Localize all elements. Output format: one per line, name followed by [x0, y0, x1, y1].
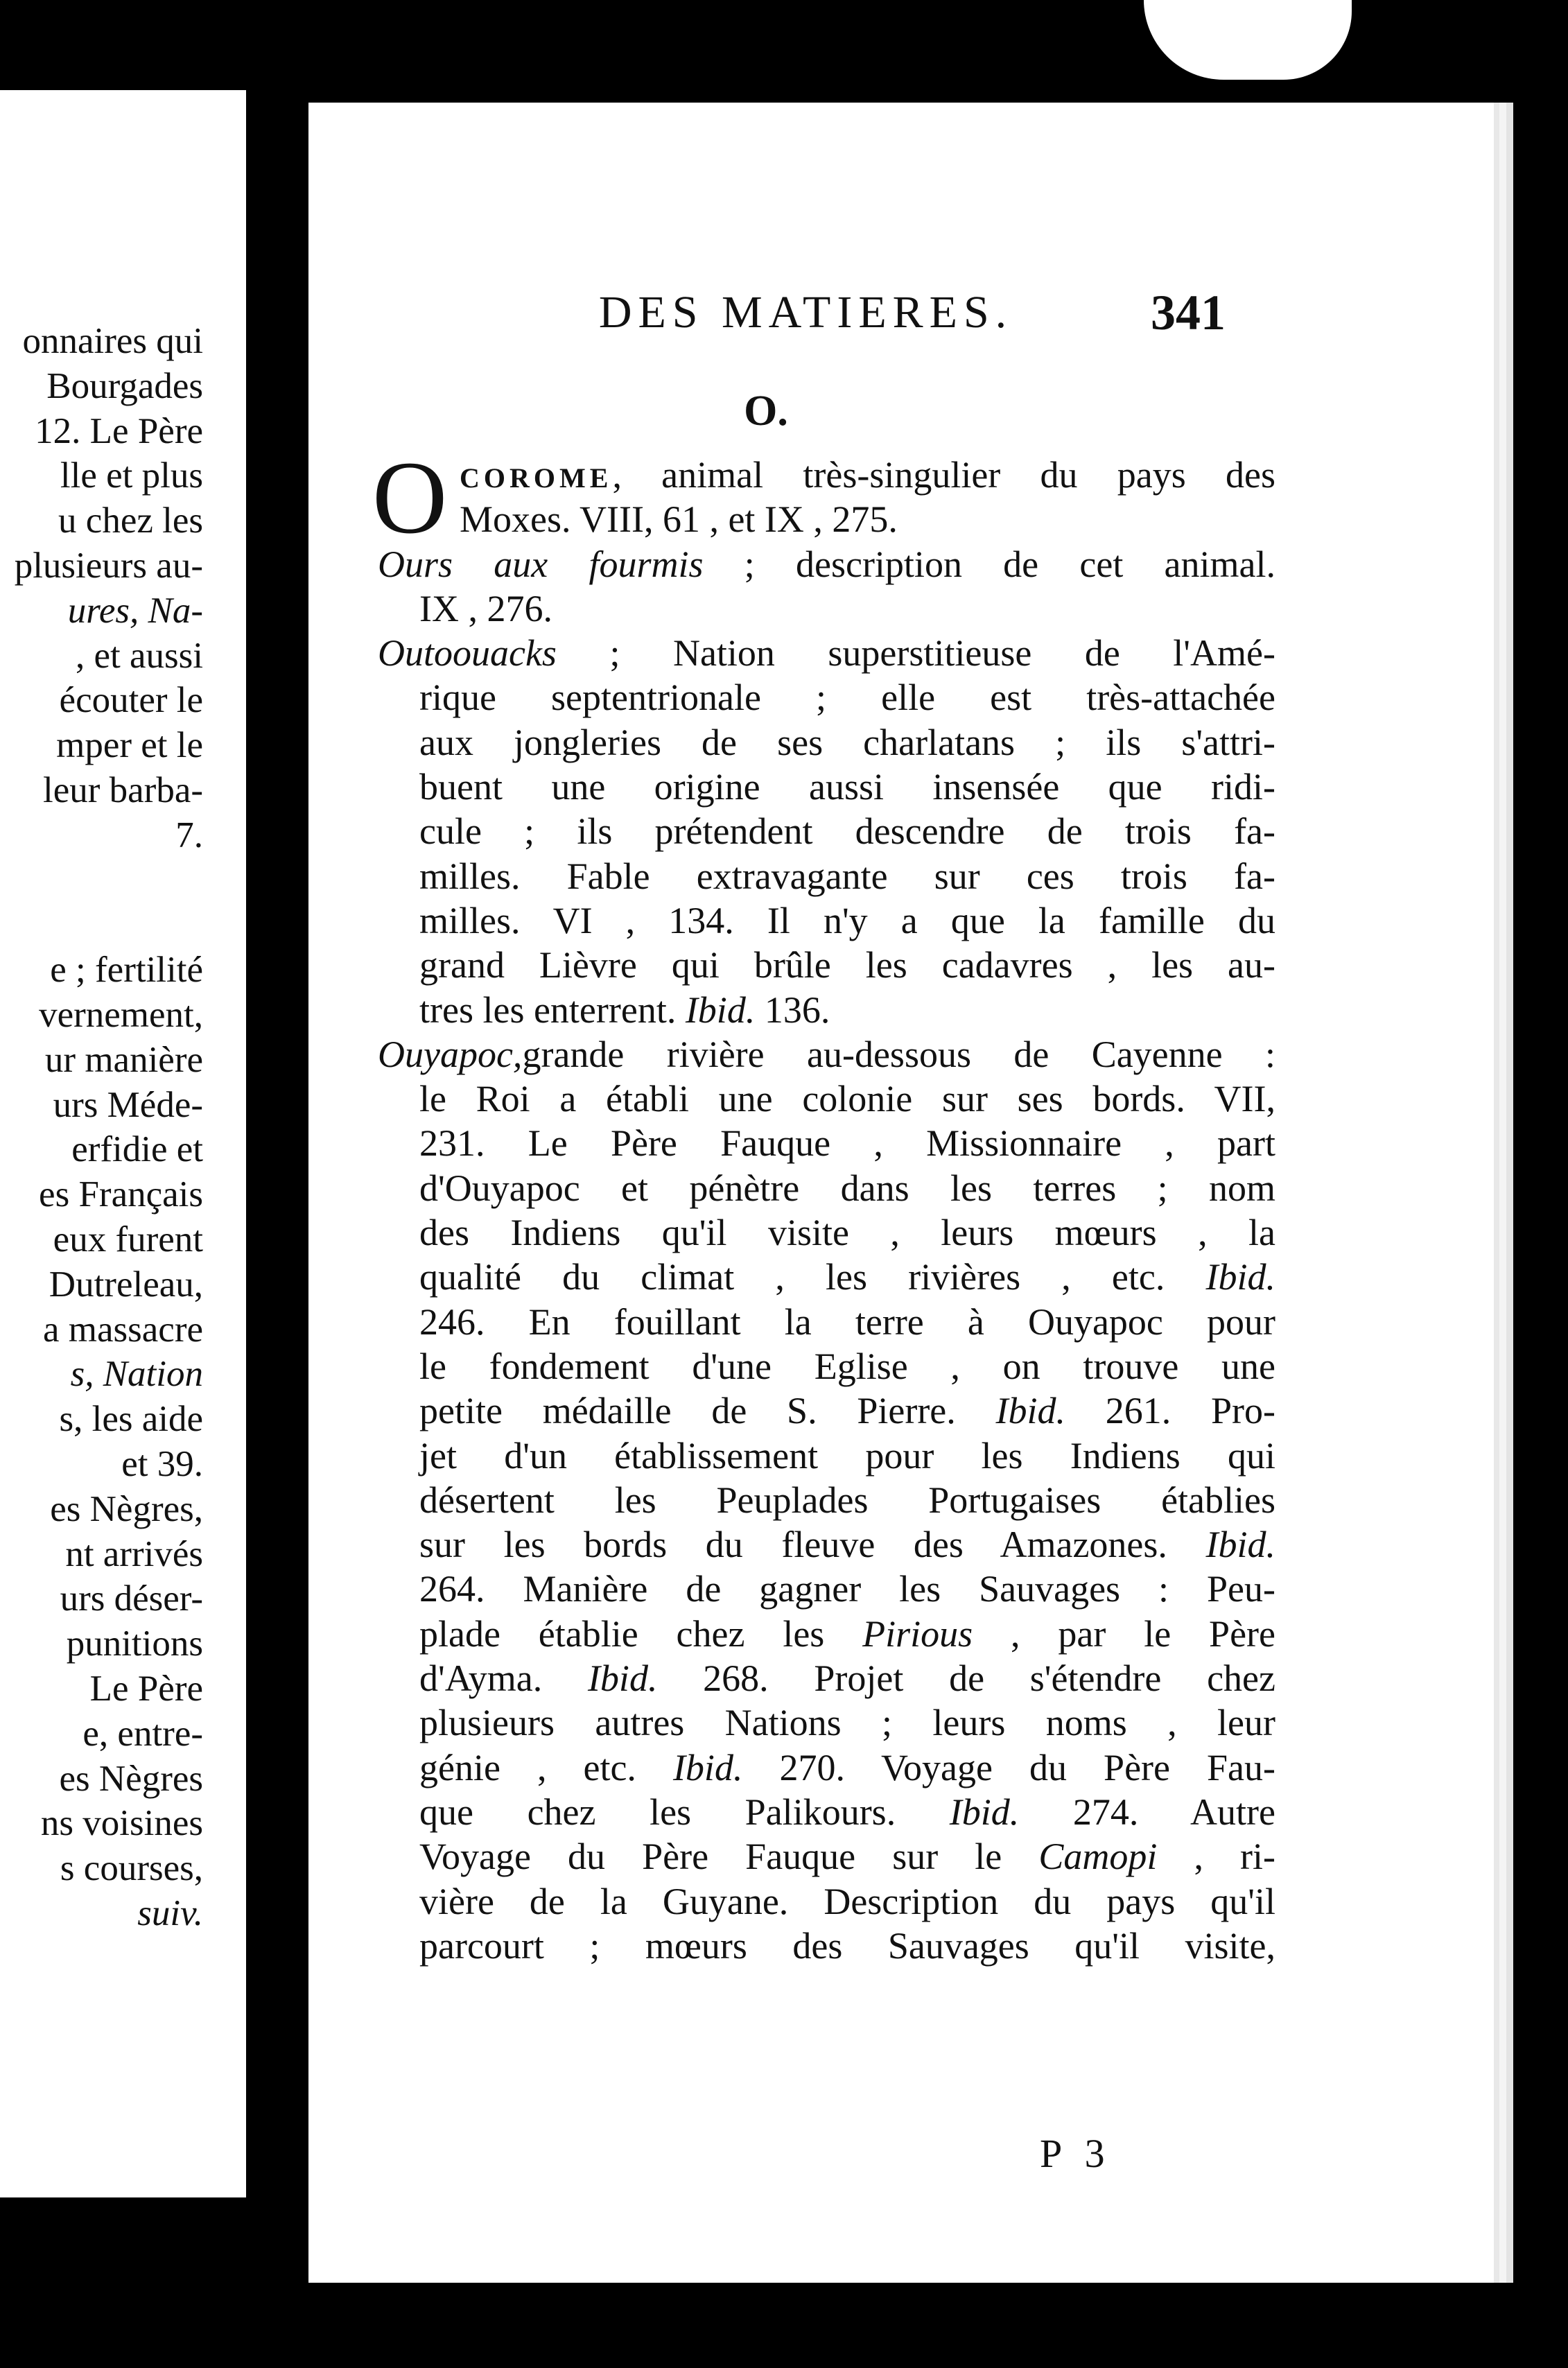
- left-page-text: [15, 319, 203, 1936]
- entry-line: désertent les Peuplades Portugaises établies: [419, 1479, 1275, 1521]
- entry-head-ours: Ours aux fourmis: [378, 543, 704, 585]
- left-page-line: s, les aide: [59, 1399, 203, 1440]
- entry-ours-line-2: IX , 276.: [419, 587, 552, 629]
- entry-line: 264. Manière de gagner les Sauvages : Peu-: [419, 1568, 1275, 1610]
- left-page-line: eux furent: [53, 1219, 203, 1260]
- entry-line: cule ; ils prétendent descendre de trois fa-: [419, 810, 1275, 853]
- entry-line: d'Ayma. Ibid. 268. Projet de s'étendre chez: [419, 1657, 1275, 1700]
- entry-line: plade établie chez les Pirious , par le Père: [419, 1612, 1275, 1655]
- entry-line: des Indiens qu'il visite , leurs mœurs , la: [419, 1212, 1275, 1254]
- left-page-line: s, Nation: [70, 1354, 203, 1395]
- left-page-line: Bourgades: [46, 365, 203, 406]
- entry-line: le fondement d'une Eglise , on trouve une: [419, 1345, 1275, 1387]
- left-page-line: [15, 858, 203, 903]
- entry-ocorome-line-1: O COROME, animal très-singulier du pays des: [372, 440, 1275, 555]
- left-page-line: s courses,: [60, 1848, 203, 1889]
- left-page-line: [15, 903, 203, 948]
- left-page-line: et 39.: [121, 1443, 203, 1484]
- entry-line: parcourt ; mœurs des Sauvages qu'il visite,: [419, 1924, 1275, 1967]
- left-facing-page: [0, 90, 246, 2197]
- entry-line: d'Ouyapoc et pénètre dans les terres ; nom: [419, 1167, 1275, 1209]
- left-page-line: mper et le: [56, 725, 203, 766]
- entry-line: Voyage du Père Fauque sur le Camopi , ri-: [419, 1836, 1276, 1878]
- entry-line: milles. Fable extravagante sur ces trois fa-: [419, 855, 1275, 897]
- page-number: 341: [1151, 285, 1226, 340]
- left-page-line: vernement,: [39, 994, 203, 1035]
- entry-line: qualité du climat , les rivières , etc. Ibid.: [419, 1256, 1275, 1298]
- left-page-line: urs déser-: [60, 1578, 203, 1619]
- entry-head-outoouacks: Outoouacks: [378, 632, 557, 674]
- left-page-line: es Nègres: [59, 1758, 203, 1799]
- left-page-line: urs Méde-: [53, 1084, 203, 1125]
- entry-line: milles. VI , 134. Il n'y a que la famille du: [419, 899, 1275, 941]
- entry-ours-line-1: Ours aux fourmis ; description de cet animal.: [378, 543, 1276, 585]
- left-page-line: e ; fertilité: [50, 950, 203, 991]
- left-page-line: Le Père: [89, 1668, 203, 1709]
- left-page-line: punitions: [66, 1623, 203, 1664]
- drop-cap: O: [372, 440, 448, 555]
- left-page-line: Dutreleau,: [49, 1264, 203, 1305]
- left-page-line: écouter le: [59, 680, 203, 721]
- entry-line: que chez les Palikours. Ibid. 274. Autre: [419, 1791, 1275, 1833]
- entry-line: vière de la Guyane. Description du pays qu'il: [419, 1880, 1275, 1922]
- left-page-line: plusieurs au-: [14, 545, 203, 586]
- paper-scrap: [1144, 0, 1352, 80]
- index-entries: [372, 440, 1276, 1968]
- entry-line: sur les bords du fleuve des Amazones. Ibid.: [419, 1524, 1275, 1566]
- left-page-line: e, entre-: [82, 1713, 203, 1754]
- main-page: [308, 103, 1494, 2283]
- entry-line: grand Lièvre qui brûle les cadavres , les au-: [419, 944, 1275, 986]
- left-page-line: 7.: [175, 815, 203, 855]
- left-page-line: leur barba-: [43, 769, 203, 810]
- entry-ocorome-line-2: Moxes. VIII, 61 , et IX , 275.: [460, 498, 898, 541]
- left-page-line: a massacre: [43, 1309, 203, 1350]
- entry-outoouacks-line-1: Outoouacks ; Nation superstitieuse de l'Amé-: [378, 632, 1275, 674]
- entry-line: tres les enterrent. Ibid. 136.: [419, 989, 830, 1031]
- left-page-line: nt arrivés: [65, 1533, 203, 1574]
- entry-line: le Roi a établi une colonie sur ses bords. VII,: [419, 1078, 1275, 1120]
- entry-line: plusieurs autres Nations ; leurs noms , leur: [419, 1702, 1275, 1744]
- left-page-line: es Français: [39, 1174, 203, 1215]
- left-page-line: ur manière: [44, 1039, 203, 1080]
- entry-line: petite médaille de S. Pierre. Ibid. 261. Pro-: [419, 1390, 1275, 1432]
- left-page-line: onnaires qui: [22, 321, 203, 361]
- entry-head-ouyapoc: Ouyapoc,: [378, 1033, 523, 1075]
- entry-line: buent une origine aussi insensée que ridi-: [419, 766, 1275, 808]
- entry-line: 246. En fouillant la terre à Ouyapoc pour: [419, 1300, 1275, 1343]
- left-page-line: suiv.: [137, 1892, 203, 1933]
- left-page-line: 12. Le Père: [35, 410, 203, 451]
- left-page-line: ures, Na-: [67, 590, 203, 631]
- left-page-line: u chez les: [58, 500, 203, 541]
- left-page-line: lle et plus: [60, 455, 203, 496]
- entry-line: 231. Le Père Fauque , Missionnaire , part: [419, 1122, 1275, 1165]
- entry-head-ocorome: COROME: [460, 462, 613, 494]
- entry-line: rique septentrionale ; elle est très-attachée: [419, 677, 1275, 719]
- entry-ouyapoc-line-1: Ouyapoc,grande rivière au-dessous de Cayenne :: [378, 1033, 1275, 1075]
- left-page-line: , et aussi: [76, 635, 203, 676]
- section-letter: O.: [744, 388, 788, 435]
- left-page-line: erfidie et: [71, 1129, 203, 1170]
- left-page-line: es Nègres,: [50, 1488, 203, 1529]
- signature-mark: P 3: [1040, 2131, 1112, 2176]
- entry-line: aux jongleries de ses charlatans ; ils s'attri-: [419, 721, 1275, 763]
- running-head: DES MATIERES.: [598, 287, 1013, 338]
- entry-line: génie , etc. Ibid. 270. Voyage du Père Fau-: [419, 1746, 1275, 1788]
- entry-line: jet d'un établissement pour les Indiens qui: [419, 1434, 1275, 1477]
- left-page-line: ns voisines: [40, 1803, 203, 1844]
